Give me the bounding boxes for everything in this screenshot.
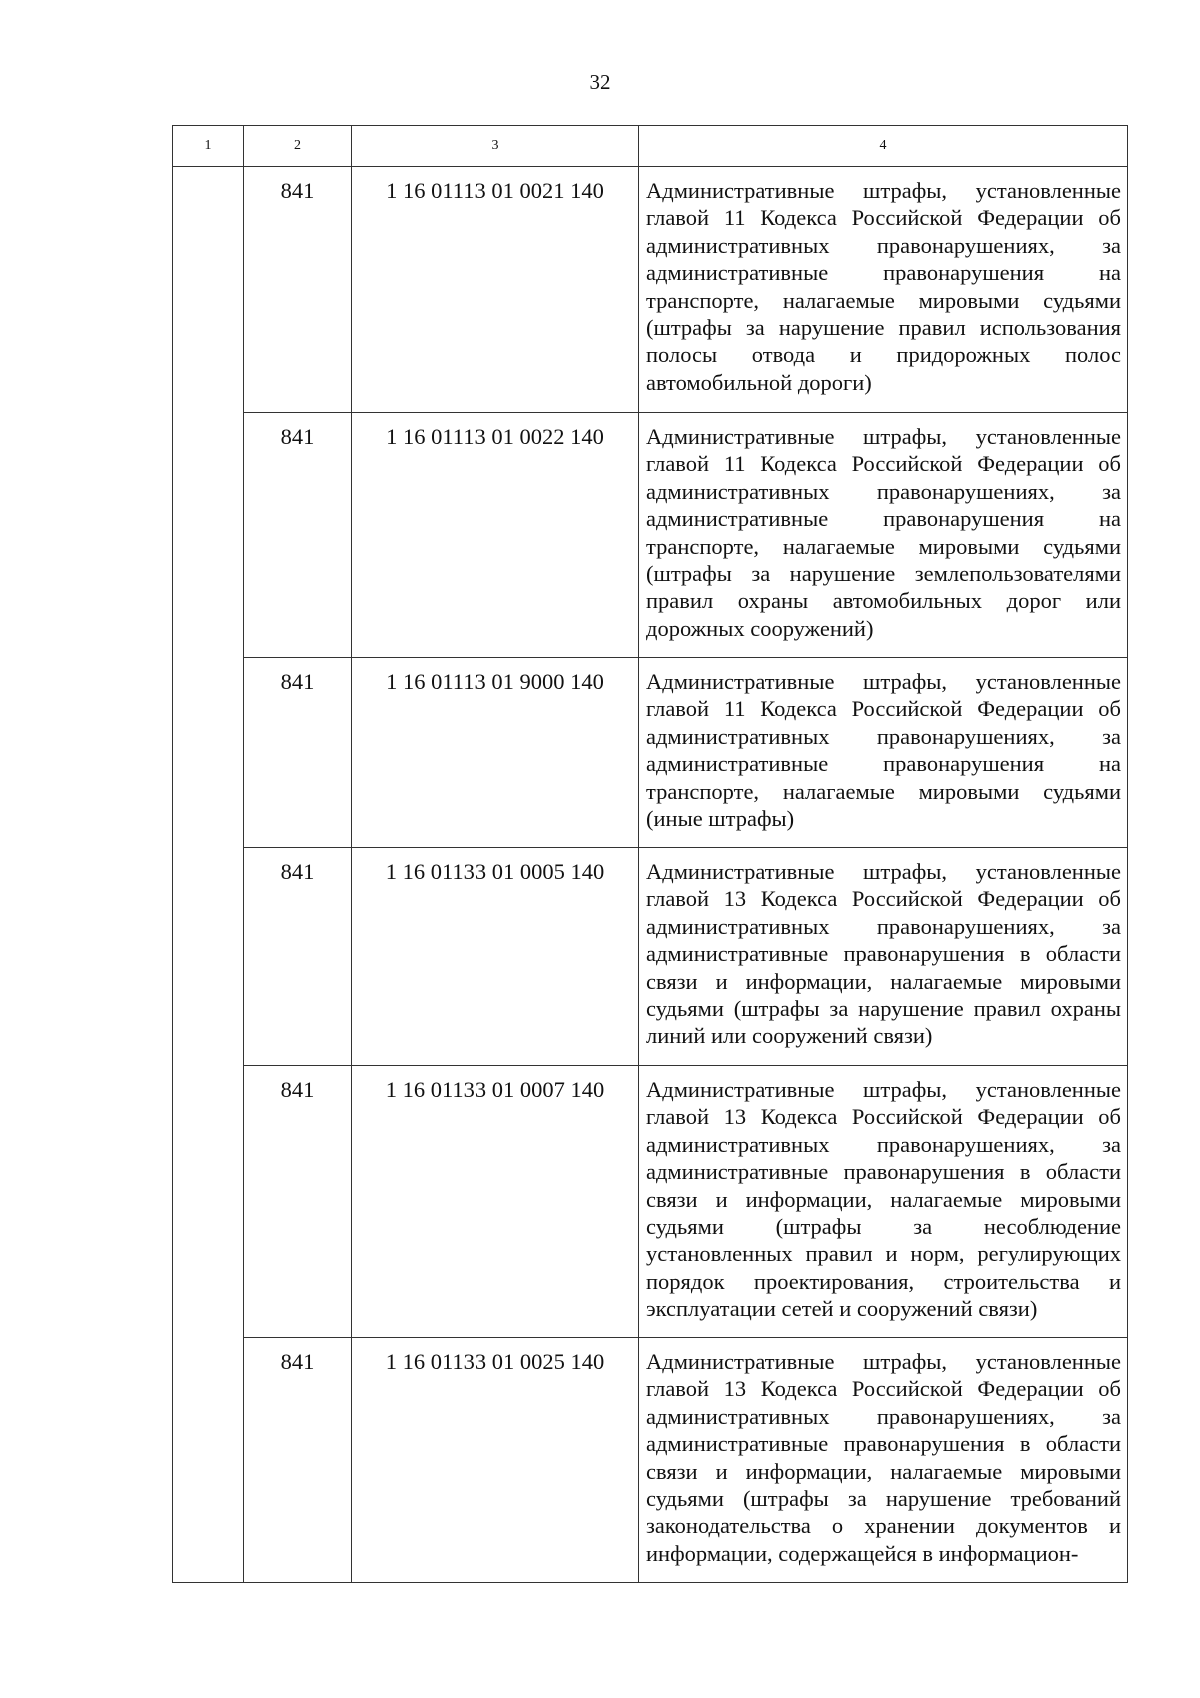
row-cell-budget-code: 1 16 01113 01 0021 140 <box>352 167 639 413</box>
row-cell-description: Административные штрафы, установленные главой 11 Кодекса Российской Федерации об административных правонарушениях, за административные правонарушения на транспорте, налагаемые мировыми судьями (штрафы за нарушение правил использования полосы отвода и придорожных полос автомобильной дороги) <box>639 167 1128 413</box>
table-header-row <box>173 126 1128 167</box>
row-cell-budget-code: 1 16 01133 01 0007 140 <box>352 1066 639 1338</box>
table-row <box>173 413 1128 658</box>
table-row <box>173 658 1128 848</box>
row-cell-admin-code: 841 <box>244 167 352 413</box>
column-header-4: 4 <box>639 126 1128 167</box>
row-cell-description: Административные штрафы, установленные главой 11 Кодекса Российской Федерации об административных правонарушениях, за административные правонарушения на транспорте, налагаемые мировыми судьями (иные штрафы) <box>639 658 1128 848</box>
row-cell-budget-code: 1 16 01133 01 0005 140 <box>352 848 639 1066</box>
row-cell-description: Административные штрафы, установленные главой 11 Кодекса Российской Федерации об административных правонарушениях, за административные правонарушения на транспорте, налагаемые мировыми судьями (штрафы за нарушение землепользователями правил охраны автомобильных дорог или дорожных сооружений) <box>639 413 1128 658</box>
row-cell-admin-code: 841 <box>244 1066 352 1338</box>
row-cell-col1 <box>173 167 244 413</box>
table-row <box>173 1338 1128 1583</box>
row-cell-budget-code: 1 16 01113 01 9000 140 <box>352 658 639 848</box>
column-header-1: 1 <box>173 126 244 167</box>
column-header-3: 3 <box>352 126 639 167</box>
row-cell-admin-code: 841 <box>244 848 352 1066</box>
row-cell-description: Административные штрафы, установленные главой 13 Кодекса Российской Федерации об административных правонарушениях, за административные правонарушения в области связи и информации, налагаемые мировыми судьями (штрафы за нарушение правил охраны линий или сооружений связи) <box>639 848 1128 1066</box>
row-cell-col1 <box>173 848 244 1066</box>
row-cell-admin-code: 841 <box>244 658 352 848</box>
row-cell-col1 <box>173 658 244 848</box>
table-row <box>173 1066 1128 1338</box>
table-row <box>173 848 1128 1066</box>
row-cell-col1 <box>173 1338 244 1583</box>
table-row <box>173 167 1128 413</box>
row-cell-budget-code: 1 16 01113 01 0022 140 <box>352 413 639 658</box>
column-header-2: 2 <box>244 126 352 167</box>
row-cell-col1 <box>173 1066 244 1338</box>
row-cell-admin-code: 841 <box>244 413 352 658</box>
row-cell-col1 <box>173 413 244 658</box>
row-cell-description: Административные штрафы, установленные главой 13 Кодекса Российской Федерации об административных правонарушениях, за административные правонарушения в области связи и информации, налагаемые мировыми судьями (штрафы за несоблюдение установленных правил и норм, регулирующих порядок проектирования, строительства и эксплуатации сетей и сооружений связи) <box>639 1066 1128 1338</box>
row-cell-description: Административные штрафы, установленные главой 13 Кодекса Российской Федерации об административных правонарушениях, за административные правонарушения в области связи и информации, налагаемые мировыми судьями (штрафы за нарушение требований законодательства о хранении документов и информации, содержащейся в информацион- <box>639 1338 1128 1583</box>
row-cell-budget-code: 1 16 01133 01 0025 140 <box>352 1338 639 1583</box>
fees-table <box>172 125 1128 1583</box>
row-cell-admin-code: 841 <box>244 1338 352 1583</box>
page-number: 32 <box>589 70 611 94</box>
